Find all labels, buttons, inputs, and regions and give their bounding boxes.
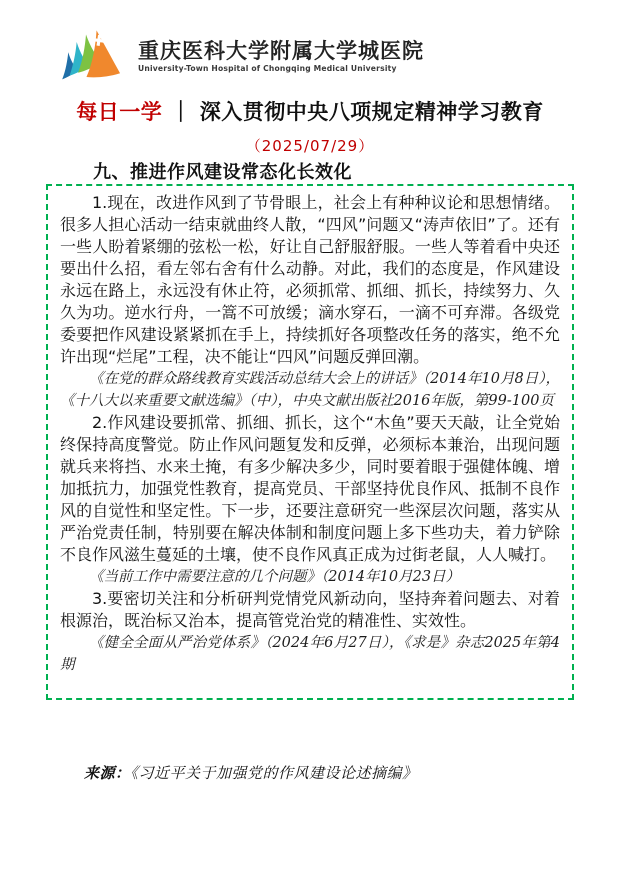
article-title [0, 98, 620, 126]
hospital-logo-text [138, 39, 424, 73]
hospital-logo [58, 28, 424, 84]
title-separator: ｜ [170, 100, 192, 124]
quote-box [46, 184, 574, 700]
section-heading: 九、推进作风建设常态化长效化 [93, 162, 352, 183]
source-label: 来源： [84, 764, 131, 782]
body-paragraph-1: 1.现在，改进作风到了节骨眼上，社会上有种种议论和思想情绪。很多人担心活动一结束就曲终人散，“四风”问题又“涛声依旧”了。还有一些人盼着紧绷的弦松一松，好让自己舒服舒服。一些人等着看中央还要出什么招，看左邻右舍有什么动静。对此，我们的态度是，作风建设永远在路上，永远没有休止符，必须抓常、抓细、抓长，持续努力、久久为功。逆水行舟，一篙不可放缓；滴水穿石，一滴不可弃滞。各级党委要把作风建设紧紧抓在手上，持续抓好各项整改任务的落实，绝不允许出现“烂尾”工程，决不能让“四风”问题反弹回潮。 [60, 193, 560, 366]
citation-1: 《在党的群众路线教育实践活动总结大会上的讲话》（2014年10月8日），《十八大以来重要文献选编》（中），中央文献出版社2016年版，第99-100页 [60, 371, 560, 409]
hospital-name-cn: 重庆医科大学附属大学城医院 [138, 37, 424, 63]
source-text: 《习近平关于加强党的作风建设论述摘编》 [130, 764, 418, 782]
source-line [84, 762, 418, 784]
body-paragraph-2: 2.作风建设要抓常、抓细、抓长，这个“木鱼”要天天敲，让全党始终保持高度警觉。防止作风问题复发和反弹，必须标本兼治，出现问题就兵来将挡、水来土掩，有多少解决多少，同时要着眼于强健体魄、增加抵抗力，加强党性教育，提高党员、干部坚持优良作风、抵制不良作风的自觉性和坚定性。下一步，还要注意研究一些深层次问题，落实从严治党责任制，特别要在解决体制和制度问题上多下些功夫，着力铲除不良作风滋生蔓延的土壤，使不良作风真正成为过街老鼠，人人喊打。 [60, 413, 560, 564]
body-paragraph-3: 3.要密切关注和分析研判党情党风新动向，坚持奔着问题去、对着根源治，既治标又治本，提高管党治党的精准性、实效性。 [60, 589, 560, 630]
title-main: 深入贯彻中央八项规定精神学习教育 [199, 100, 544, 124]
hospital-name-en: University-Town Hospital of Chongqing Medical University [138, 64, 397, 74]
citation-3: 《健全全面从严治党体系》（2024年6月27日），《求是》杂志2025年第4期 [60, 635, 560, 673]
article-date: （2025/07/29） [245, 137, 375, 155]
title-highlight: 每日一学 [76, 100, 163, 124]
citation-2: 《当前工作中需要注意的几个问题》（2014年10月23日） [89, 569, 461, 585]
hospital-logo-icon [58, 28, 128, 84]
